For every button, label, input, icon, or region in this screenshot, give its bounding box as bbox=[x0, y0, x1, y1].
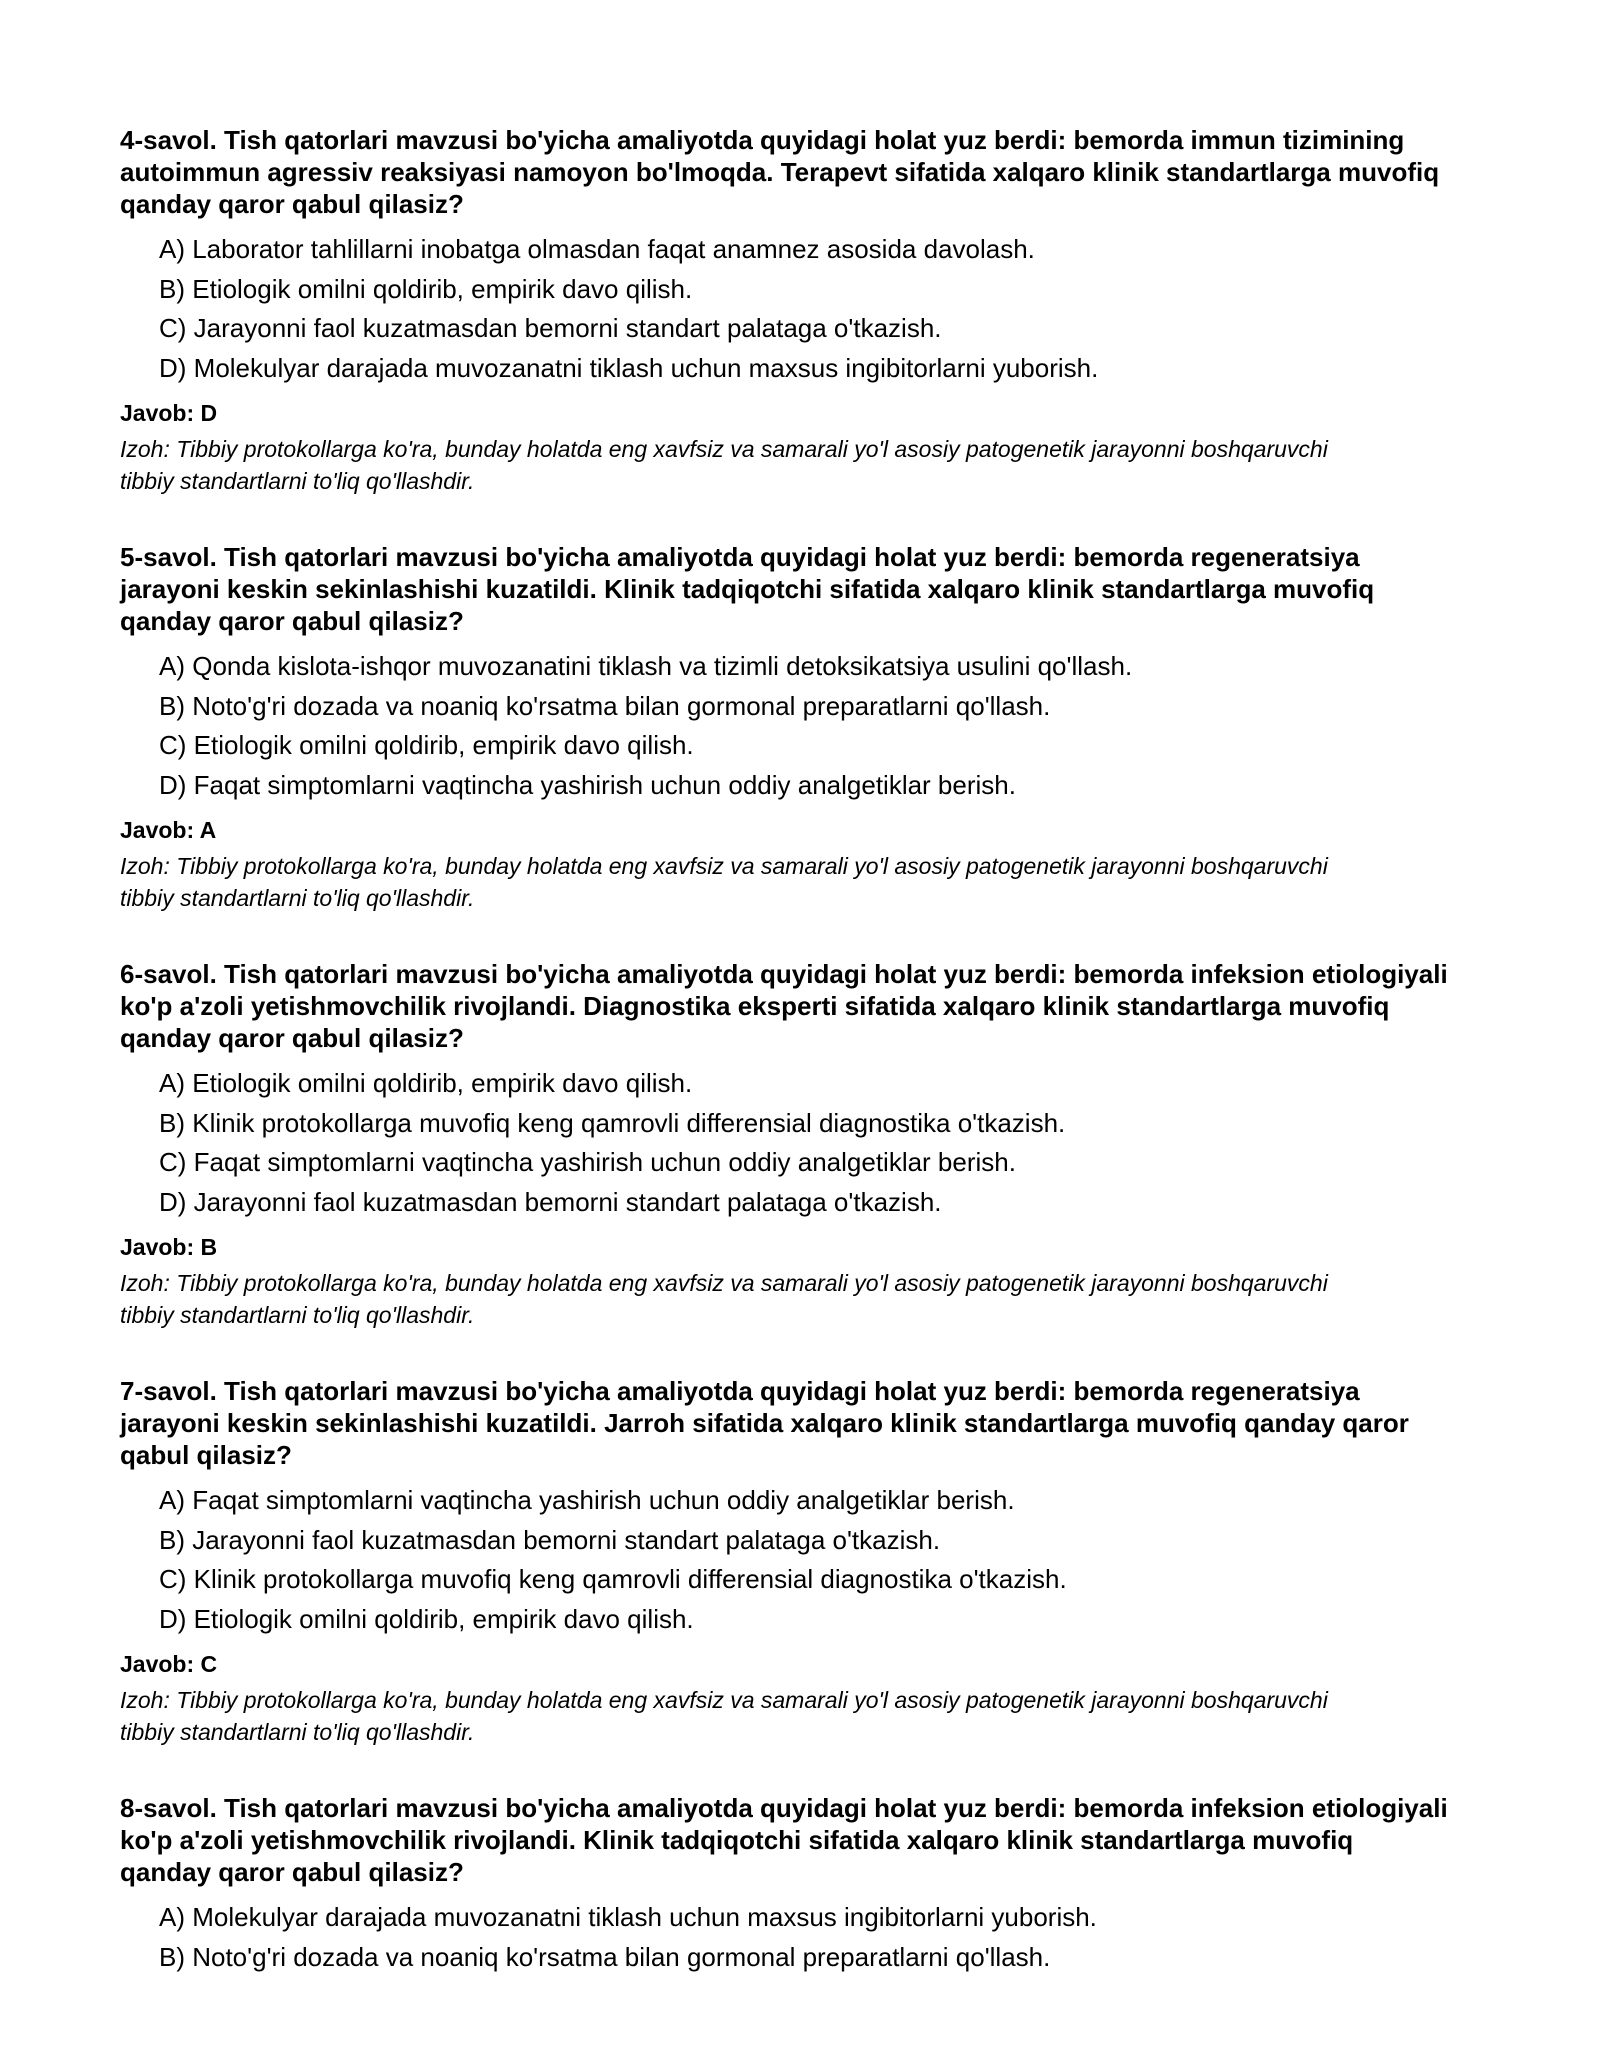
question-text: 6-savol. Tish qatorlari mavzusi bo'yicha amaliyotda quyidagi holat yuz berdi: bemorda infeksion etiologiyali ko'p a'zoli yetishmovchilik rivojlandi. Diagnostika eksperti sifatida xalqaro klinik standartlarga muvofiq qanday qaror qabul qilasiz? bbox=[120, 959, 1448, 1053]
options-list bbox=[120, 230, 1450, 388]
answer: Javob: A bbox=[120, 817, 217, 843]
option-a: A) Molekulyar darajada muvozanatni tiklash uchun maxsus ingibitorlarni yuborish. bbox=[159, 1902, 1097, 1932]
option-c: C) Jarayonni faol kuzatmasdan bemorni standart palataga o'tkazish. bbox=[159, 313, 942, 343]
question-8 bbox=[120, 1792, 1450, 1977]
question-text: 4-savol. Tish qatorlari mavzusi bo'yicha amaliyotda quyidagi holat yuz berdi: bemorda immun tizimining autoimmun agressiv reaksiyasi namoyon bo'lmoqda. Terapevt sifatida xalqaro klinik standartlarga muvofiq qanday qaror qabul qilasiz? bbox=[120, 125, 1440, 219]
option-b: B) Jarayonni faol kuzatmasdan bemorni standart palataga o'tkazish. bbox=[159, 1524, 941, 1555]
option-c: C) Klinik protokollarga muvofiq keng qamrovli differensial diagnostika o'tkazish. bbox=[159, 1564, 1067, 1594]
option-d: D) Faqat simptomlarni vaqtincha yashirish uchun oddiy analgetiklar berish. bbox=[159, 769, 1016, 800]
answer: Javob: B bbox=[120, 1234, 218, 1260]
option-d: D) Molekulyar darajada muvozanatni tiklash uchun maxsus ingibitorlarni yuborish. bbox=[159, 352, 1099, 383]
option-c: C) Faqat simptomlarni vaqtincha yashirish uchun oddiy analgetiklar berish. bbox=[159, 1147, 1016, 1177]
options-list bbox=[120, 1064, 1450, 1222]
option-b: B) Noto'g'ri dozada va noaniq ko'rsatma bilan gormonal preparatlarni qo'llash. bbox=[159, 1941, 1051, 1972]
option-b: B) Klinik protokollarga muvofiq keng qamrovli differensial diagnostika o'tkazish. bbox=[159, 1107, 1066, 1138]
explanation: Izoh: Tibbiy protokollarga ko'ra, bunday holatda eng xavfsiz va samarali yo'l asosiy patogenetik jarayonni boshqaruvchi tibbiy standartlarni to'liq qo'llashdir. bbox=[120, 1687, 1328, 1745]
option-a: A) Faqat simptomlarni vaqtincha yashirish uchun oddiy analgetiklar berish. bbox=[159, 1485, 1015, 1515]
options-list bbox=[120, 1481, 1450, 1639]
question-4 bbox=[120, 124, 1450, 497]
option-a: A) Etiologik omilni qoldirib, empirik davo qilish. bbox=[159, 1068, 693, 1098]
explanation: Izoh: Tibbiy protokollarga ko'ra, bunday holatda eng xavfsiz va samarali yo'l asosiy patogenetik jarayonni boshqaruvchi tibbiy standartlarni to'liq qo'llashdir. bbox=[120, 853, 1328, 911]
option-d: D) Etiologik omilni qoldirib, empirik davo qilish. bbox=[159, 1603, 694, 1634]
explanation: Izoh: Tibbiy protokollarga ko'ra, bunday holatda eng xavfsiz va samarali yo'l asosiy patogenetik jarayonni boshqaruvchi tibbiy standartlarni to'liq qo'llashdir. bbox=[120, 436, 1328, 494]
answer: Javob: D bbox=[120, 400, 218, 426]
options-list bbox=[120, 647, 1450, 805]
option-d: D) Jarayonni faol kuzatmasdan bemorni standart palataga o'tkazish. bbox=[159, 1186, 942, 1217]
question-text: 8-savol. Tish qatorlari mavzusi bo'yicha amaliyotda quyidagi holat yuz berdi: bemorda infeksion etiologiyali ko'p a'zoli yetishmovchilik rivojlandi. Klinik tadqiqotchi sifatida xalqaro klinik standartlarga muvofiq qanday qaror qabul qilasiz? bbox=[120, 1793, 1448, 1887]
option-b: B) Etiologik omilni qoldirib, empirik davo qilish. bbox=[159, 273, 693, 304]
option-a: A) Qonda kislota-ishqor muvozanatini tiklash va tizimli detoksikatsiya usulini qo'llash. bbox=[159, 651, 1133, 681]
question-text: 7-savol. Tish qatorlari mavzusi bo'yicha amaliyotda quyidagi holat yuz berdi: bemorda regeneratsiya jarayoni keskin sekinlashishi kuzatildi. Jarroh sifatida xalqaro klinik standartlarga muvofiq qanday qaror qabul qilasiz? bbox=[120, 1376, 1409, 1470]
question-5 bbox=[120, 541, 1450, 914]
question-6 bbox=[120, 958, 1450, 1331]
explanation: Izoh: Tibbiy protokollarga ko'ra, bunday holatda eng xavfsiz va samarali yo'l asosiy patogenetik jarayonni boshqaruvchi tibbiy standartlarni to'liq qo'llashdir. bbox=[120, 1270, 1328, 1328]
question-text: 5-savol. Tish qatorlari mavzusi bo'yicha amaliyotda quyidagi holat yuz berdi: bemorda regeneratsiya jarayoni keskin sekinlashishi kuzatildi. Klinik tadqiqotchi sifatida xalqaro klinik standartlarga muvofiq qanday qaror qabul qilasiz? bbox=[120, 542, 1375, 636]
option-c: C) Etiologik omilni qoldirib, empirik davo qilish. bbox=[159, 730, 694, 760]
option-a: A) Laborator tahlillarni inobatga olmasdan faqat anamnez asosida davolash. bbox=[159, 234, 1035, 264]
question-7 bbox=[120, 1375, 1450, 1748]
option-b: B) Noto'g'ri dozada va noaniq ko'rsatma bilan gormonal preparatlarni qo'llash. bbox=[159, 690, 1051, 721]
answer: Javob: C bbox=[120, 1651, 218, 1677]
options-list bbox=[120, 1898, 1450, 1977]
